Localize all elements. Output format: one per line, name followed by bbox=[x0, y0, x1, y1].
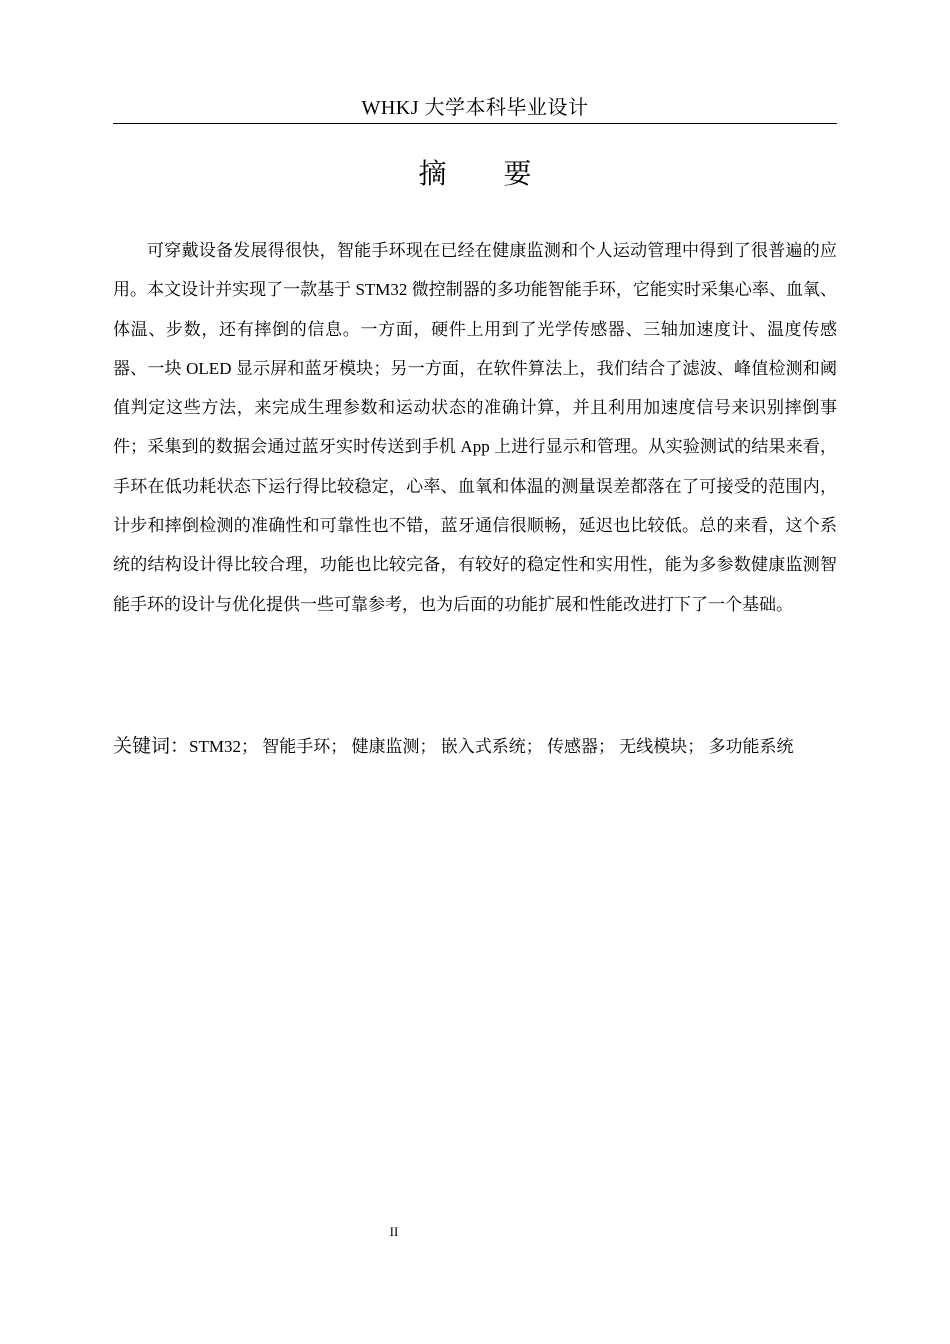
page-number: II bbox=[389, 1224, 399, 1239]
keywords-label: 关键词： bbox=[113, 735, 190, 757]
header-divider bbox=[113, 123, 837, 124]
keyword-item: STM32； bbox=[189, 737, 258, 756]
page-header: WHKJ 大学本科毕业设计 bbox=[361, 97, 589, 119]
keyword-item: 嵌入式系统； bbox=[440, 737, 543, 756]
abstract-paragraph: 可穿戴设备发展得很快，智能手环现在已经在健康监测和个人运动管理中得到了很普遍的应用。本文设计并实现了一款基于 STM32 微控制器的多功能智能手环，它能实时采集心率、血氧、体温、步数，还有摔倒的信息。一方面，硬件上用到了光学传感器、三轴加速度计、温度传感器、一块 OLED 显示屏和蓝牙模块；另一方面，在软件算法上，我们结合了滤波、峰值检测和阈值判定这些方法，来完成生理参数和运动状态的准确计算，并且利用加速度信号来识别摔倒事件；采集到的数据会通过蓝牙实时传送到手机 App 上进行显示和管理。从实验测试的结果来看，手环在低功耗状态下运行得比较稳定，心率、血氧和体温的测量误差都落在了可接受的范围内，计步和摔倒检测的准确性和可靠性也不错，蓝牙通信很顺畅，延迟也比较低。总的来看，这个系统的结构设计得比较合理，功能也比较完备，有较好的稳定性和实用性，能为多参数健康监测智能手环的设计与优化提供一些可靠参考，也为后面的功能扩展和性能改进打下了一个基础。 bbox=[113, 241, 837, 614]
keywords-line bbox=[113, 729, 837, 764]
keyword-item: 无线模块； bbox=[619, 737, 705, 756]
page-title: 摘 要 bbox=[418, 157, 556, 190]
keyword-item: 多功能系统 bbox=[708, 737, 794, 756]
keyword-item: 智能手环； bbox=[262, 737, 348, 756]
keyword-item: 传感器； bbox=[546, 737, 615, 756]
keyword-item: 健康监测； bbox=[351, 737, 437, 756]
